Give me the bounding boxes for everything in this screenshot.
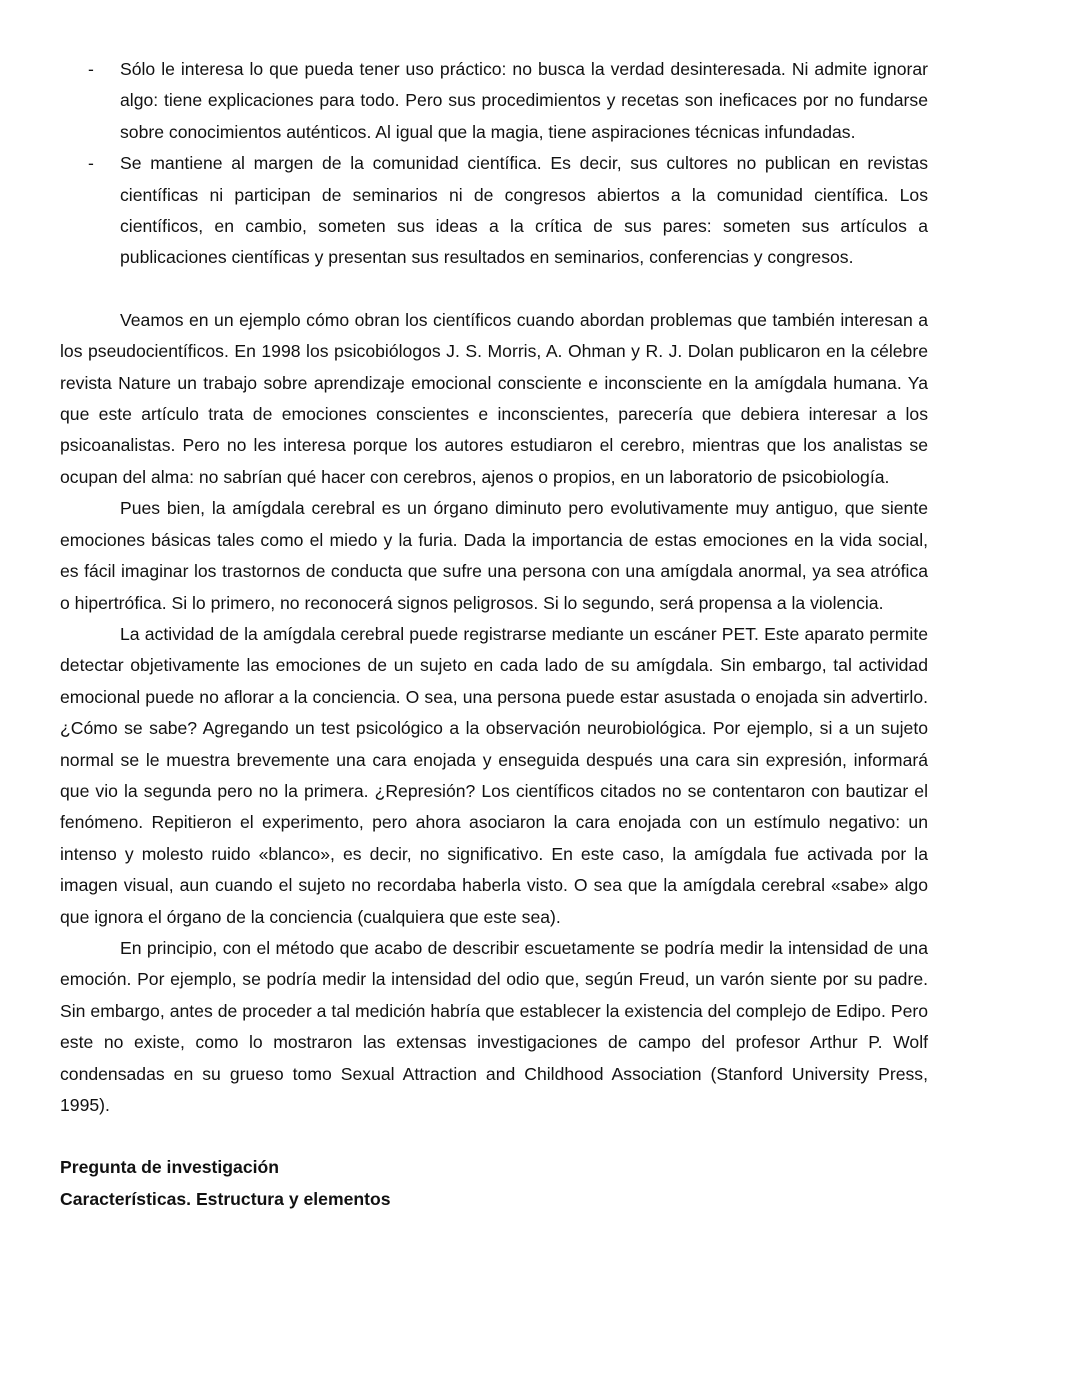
bullet-text: Sólo le interesa lo que pueda tener uso práctico: no busca la verdad desinteresada. Ni admite ignorar algo: tiene explicaciones para todo. Pero sus procedimientos y recetas son ineficaces por no fundarse sobre conocimientos auténticos. Al igual que la magia, tiene aspiraciones técnicas infundadas. <box>120 59 928 142</box>
bullet-list <box>60 54 928 274</box>
bullet-marker: - <box>88 153 94 174</box>
body-paragraph: La actividad de la amígdala cerebral puede registrarse mediante un escáner PET. Este aparato permite detectar objetivamente las emociones de un sujeto en cada lado de su amígdala. Sin embargo, tal actividad emocional puede no aflorar a la conciencia. O sea, una persona puede estar asustada o enojada sin advertirlo. ¿Cómo se sabe? Agregando un test psicológico a la observación neurobiológica. Por ejemplo, si a un sujeto normal se le muestra brevemente una cara enojada y enseguida después una cara sin expresión, informará que vio la segunda pero no la primera. ¿Represión? Los científicos citados no se contentaron con bautizar el fenómeno. Repitieron el experimento, pero ahora asociaron la cara enojada con un estímulo negativo: un intenso y molesto ruido «blanco», es decir, no significativo. En este caso, la amígdala fue activada por la imagen visual, aun cuando el sujeto no recordaba haberla visto. O sea que la amígdala cerebral «sabe» algo que ignora el órgano de la conciencia (cualquiera que este sea). <box>60 623 928 927</box>
document-page <box>60 54 928 1215</box>
bullet-item <box>60 148 928 274</box>
bullet-text: Se mantiene al margen de la comunidad científica. Es decir, sus cultores no publican en revistas científicas ni participan de seminarios ni de congresos abiertos a la comunidad científica. Los científicos, en cambio, someten sus ideas a la crítica de sus pares: someten sus artículos a publicaciones científicas y presentan sus resultados en seminarios, conferencias y congresos. <box>120 153 928 268</box>
section-heading: Características. Estructura y elementos <box>60 1188 391 1209</box>
body-paragraph: En principio, con el método que acabo de describir escuetamente se podría medir la intensidad de una emoción. Por ejemplo, se podría medir la intensidad del odio que, según Freud, un varón siente por su padre. Sin embargo, antes de proceder a tal medición habría que establecer la existencia del complejo de Edipo. Pero este no existe, como lo mostraron las extensas investigaciones de campo del profesor Arthur P. Wolf condensadas en su grueso tomo Sexual Attraction and Childhood Association (Stanford University Press, 1995). <box>60 937 928 1115</box>
section-heading: Pregunta de investigación <box>60 1157 279 1178</box>
body-paragraph: Veamos en un ejemplo cómo obran los científicos cuando abordan problemas que también interesan a los pseudocientíficos. En 1998 los psicobiólogos J. S. Morris, A. Ohman y R. J. Dolan publicaron en la célebre revista Nature un trabajo sobre aprendizaje emocional consciente e inconsciente en la amígdala humana. Ya que este artículo trata de emociones conscientes e inconscientes, parecería que debiera interesar a los psicoanalistas. Pero no les interesa porque los autores estudiaron el cerebro, mientras que los analistas se ocupan del alma: no sabrían qué hacer con cerebros, ajenos o propios, en un laboratorio de psicobiología. <box>60 309 928 487</box>
body-paragraph: Pues bien, la amígdala cerebral es un órgano diminuto pero evolutivamente muy antiguo, que siente emociones básicas tales como el miedo y la furia. Dada la importancia de estas emociones en la vida social, es fácil imaginar los trastornos de conducta que sufre una persona con una amígdala anormal, ya sea atrófica o hipertrófica. Si lo primero, no reconocerá signos peligrosos. Si lo segundo, será propensa a la violencia. <box>60 498 928 613</box>
bullet-marker: - <box>88 59 94 79</box>
bullet-item <box>60 54 928 148</box>
